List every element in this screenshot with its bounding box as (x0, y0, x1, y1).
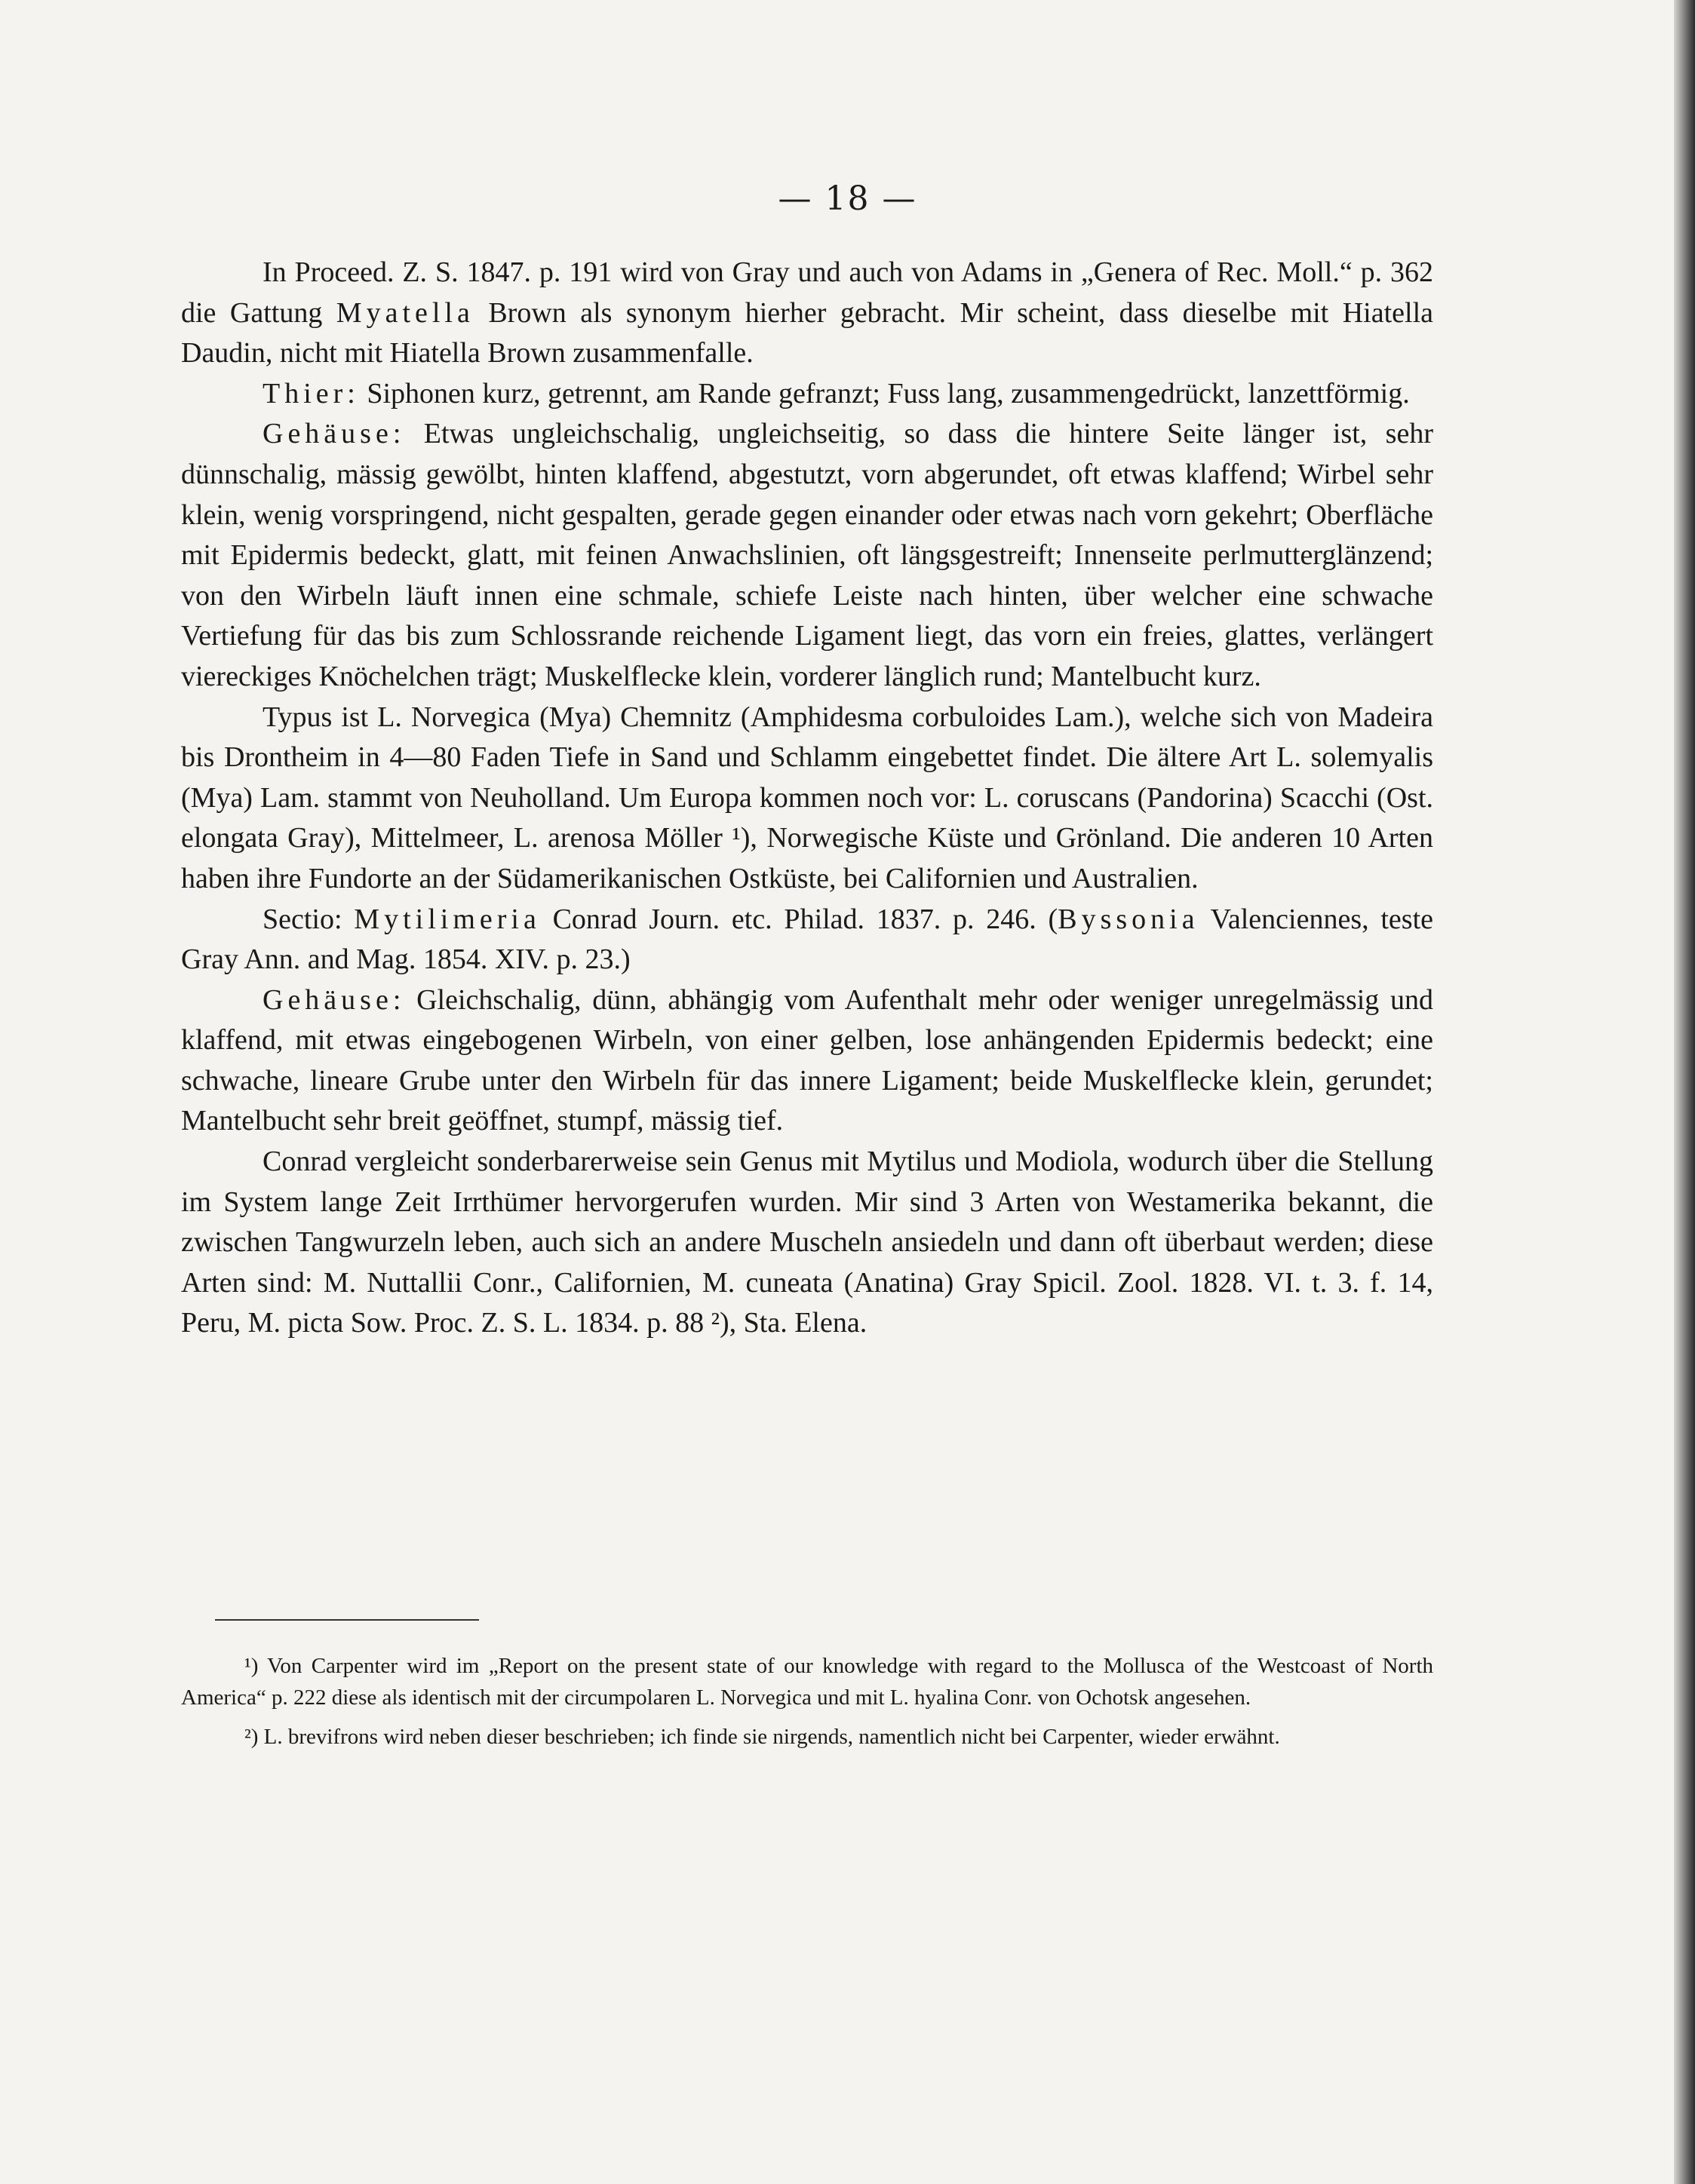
paragraph-1 (181, 253, 1433, 374)
text-run: Sectio: (263, 903, 355, 935)
paragraph-3 (181, 414, 1433, 697)
paragraph-5 (181, 900, 1433, 980)
paragraph-2 (181, 374, 1433, 415)
section-heading: Gehäuse: (263, 983, 406, 1016)
page-edge (1674, 0, 1695, 2184)
text-run: Brown als synonym hierher gebracht. Mir scheint, dass dieselbe mit Hiatella Daudin, nicht mit Hiatella Brown zusammenfalle. (181, 296, 1433, 370)
paragraph-7 (181, 1142, 1433, 1344)
section-heading: Gehäuse: (263, 418, 406, 450)
paragraph-6 (181, 980, 1433, 1142)
footnote-1: ¹) Von Carpenter wird im „Report on the present state of our knowledge with regard to the Mollusca of the Westcoast of North America“ p. 222 diese als identisch mit der circumpolaren L. Norvegica und mit L. hyalina Conr. von Ochotsk angesehen. (181, 1654, 1433, 1710)
footnote-2: ²) L. brevifrons wird neben dieser beschrieben; ich finde sie nirgends, namentlich nicht bei Carpenter, wieder erwähnt. (244, 1725, 1280, 1749)
footnote-rule (215, 1619, 479, 1621)
text-run: In Proceed. Z. S. 1847. p. 191 wird von Gray und auch von Adams in „Genera of Rec. Moll.“ p. 362 die Gattung (181, 256, 1433, 329)
genus-name: Mytilimeria (354, 903, 541, 935)
genus-name: Byssonia (1058, 903, 1199, 935)
genus-name: Myatella (336, 296, 474, 329)
text-run: Valenciennes, teste Gray Ann. and Mag. 1854. XIV. p. 23.) (181, 903, 1433, 976)
section-heading: Thier: (263, 377, 360, 410)
text-run: Siphonen kurz, getrennt, am Rande gefranzt; Fuss lang, zusammengedrückt, lanzettförmig. (359, 377, 1410, 410)
footnotes (181, 1650, 1433, 1760)
page-number: — 18 — (778, 179, 917, 218)
body-text (181, 253, 1433, 1344)
text-run: Gleichschalig, dünn, abhängig vom Aufenthalt mehr oder weniger unregelmässig und klaffend, mit etwas eingebogenen Wirbeln, von einer gelben, lose anhängenden Epidermis bedeckt; eine schwache, lineare Grube unter den Wirbeln für das innere Ligament; beide Muskelflecke klein, gerundet; Mantelbucht sehr breit geöffnet, stumpf, mässig tief. (181, 983, 1433, 1137)
text-run: Conrad Journ. etc. Philad. 1837. p. 246. ( (540, 903, 1058, 935)
text-run: Etwas ungleichschalig, ungleichseitig, so dass die hintere Seite länger ist, sehr dünnschalig, mässig gewölbt, hinten klaffend, abgestutzt, vorn abgerundet, oft etwas klaffend; Wirbel sehr klein, wenig vorspringend, nicht gespalten, gerade gegen einander oder etwas nach vorn gekehrt; Oberfläche mit Epidermis bedeckt, glatt, mit feinen Anwachslinien, oft längsgestreift; Innenseite perlmutterglänzend; von den Wirbeln läuft innen eine schmale, schiefe Leiste nach hinten, über welcher eine schwache Vertiefung für das bis zum Schlossrande reichende Ligament liegt, das vorn ein freies, glattes, verlängert viereckiges Knöchelchen trägt; Muskelflecke klein, vorderer länglich rund; Mantelbucht kurz. (181, 418, 1433, 692)
text-run: Typus ist L. Norvegica (Mya) Chemnitz (Amphidesma corbuloides Lam.), welche sich von Madeira bis Drontheim in 4—80 Faden Tiefe in Sand und Schlamm eingebettet findet. Die ältere Art L. solemyalis (Mya) Lam. stammt von Neuholland. Um Europa kommen noch vor: L. coruscans (Pandorina) Scacchi (Ost. elongata Gray), Mittelmeer, L. arenosa Möller ¹), Norwegische Küste und Grönland. Die anderen 10 Arten haben ihre Fundorte an der Südamerikanischen Ostküste, bei Californien und Australien. (181, 701, 1433, 894)
paragraph-4 (181, 698, 1433, 900)
text-run: Conrad vergleicht sonderbarerweise sein Genus mit Mytilus und Modiola, wodurch über die Stellung im System lange Zeit Irrthümer hervorgerufen wurden. Mir sind 3 Arten von Westamerika bekannt, die zwischen Tangwurzeln leben, auch sich an andere Muscheln ansiedeln und dann oft überbaut werden; diese Arten sind: M. Nuttallii Conr., Californien, M. cuneata (Anatina) Gray Spicil. Zool. 1828. VI. t. 3. f. 14, Peru, M. picta Sow. Proc. Z. S. L. 1834. p. 88 ²), Sta. Elena. (181, 1146, 1433, 1339)
